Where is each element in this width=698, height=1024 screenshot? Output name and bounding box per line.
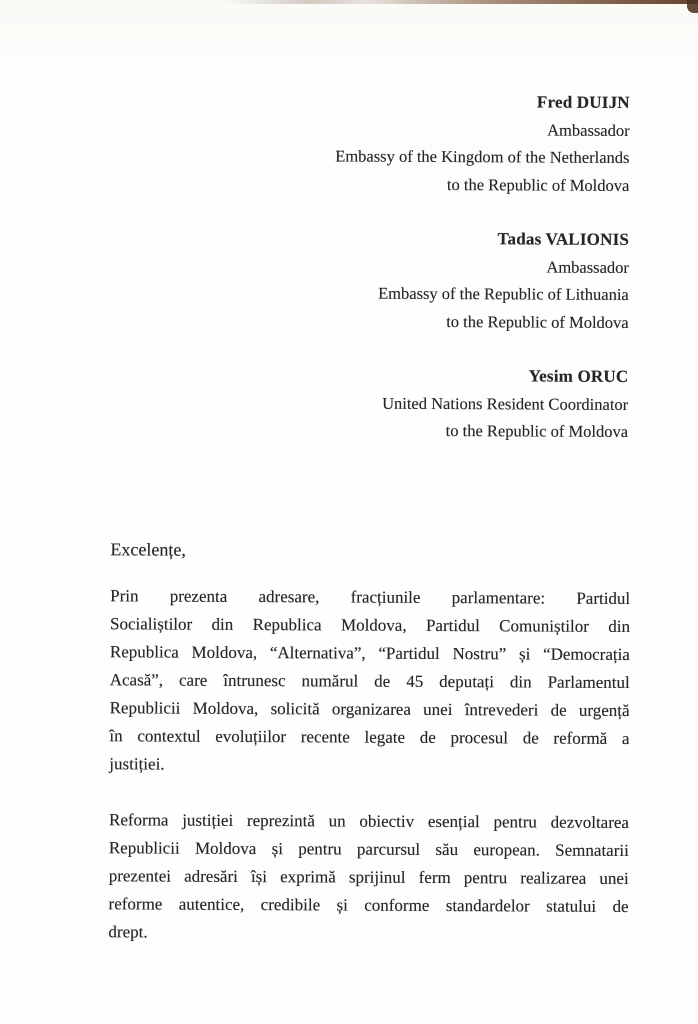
paragraph-line: Prin prezenta adresare, fracțiunile parlamentare: Partidul — [110, 585, 631, 608]
paragraph-line: justiției. — [109, 753, 165, 774]
paragraph — [109, 582, 630, 781]
letter-body — [108, 535, 630, 949]
paragraph-line: Republica Moldova, “Alternativa”, “Partidul Nostru” și “Democrația — [109, 641, 630, 664]
paragraph-line: reforme autentice, credibile și conforme standardelor statului de — [108, 893, 629, 916]
recipient-line: Ambassador — [547, 120, 630, 140]
recipient-block — [0, 360, 628, 446]
salutation: Excelențe, — [110, 538, 186, 560]
paragraph — [108, 806, 629, 949]
paragraph-line: Republicii Moldova și pentru parcursul său european. Semnatarii — [108, 837, 629, 860]
paragraph-line: Acasă”, care întrunesc numărul de 45 deputați din Parlamentul — [109, 669, 630, 692]
recipient-name: Fred DUIJN — [536, 92, 630, 112]
recipient-line: Embassy of the Kingdom of the Netherlands — [335, 146, 630, 167]
letter-paragraphs — [108, 582, 630, 949]
paragraph-line: în contextul evoluțiilor recente legate de procesul de reformă a — [109, 725, 630, 748]
paragraph-line: Socialiștilor din Republica Moldova, Partidul Comuniștilor din — [110, 613, 631, 636]
recipient-name: Yesim ORUC — [528, 366, 629, 386]
recipient-line: Ambassador — [546, 257, 629, 277]
recipient-line: Embassy of the Republic of Lithuania — [378, 283, 629, 304]
recipient-block — [0, 86, 630, 199]
recipient-line: to the Republic of Moldova — [445, 421, 629, 441]
recipient-line: to the Republic of Moldova — [446, 174, 630, 195]
paragraph-line: Reforma justiției reprezintă un obiectiv esențial pentru dezvoltarea — [108, 809, 630, 832]
recipient-name: Tadas VALIONIS — [497, 229, 630, 249]
recipient-block — [0, 223, 629, 336]
paragraph-line: prezentei adresări își exprimă sprijinul ferm pentru realizarea unei — [108, 865, 629, 888]
paragraph-line: drept. — [108, 921, 148, 941]
recipient-blocks — [0, 0, 698, 446]
paragraph-line: Republicii Moldova, solicită organizarea unei întrevederi de urgență — [109, 697, 630, 720]
recipient-line: United Nations Resident Coordinator — [382, 393, 629, 414]
recipient-line: to the Republic of Moldova — [446, 311, 629, 332]
